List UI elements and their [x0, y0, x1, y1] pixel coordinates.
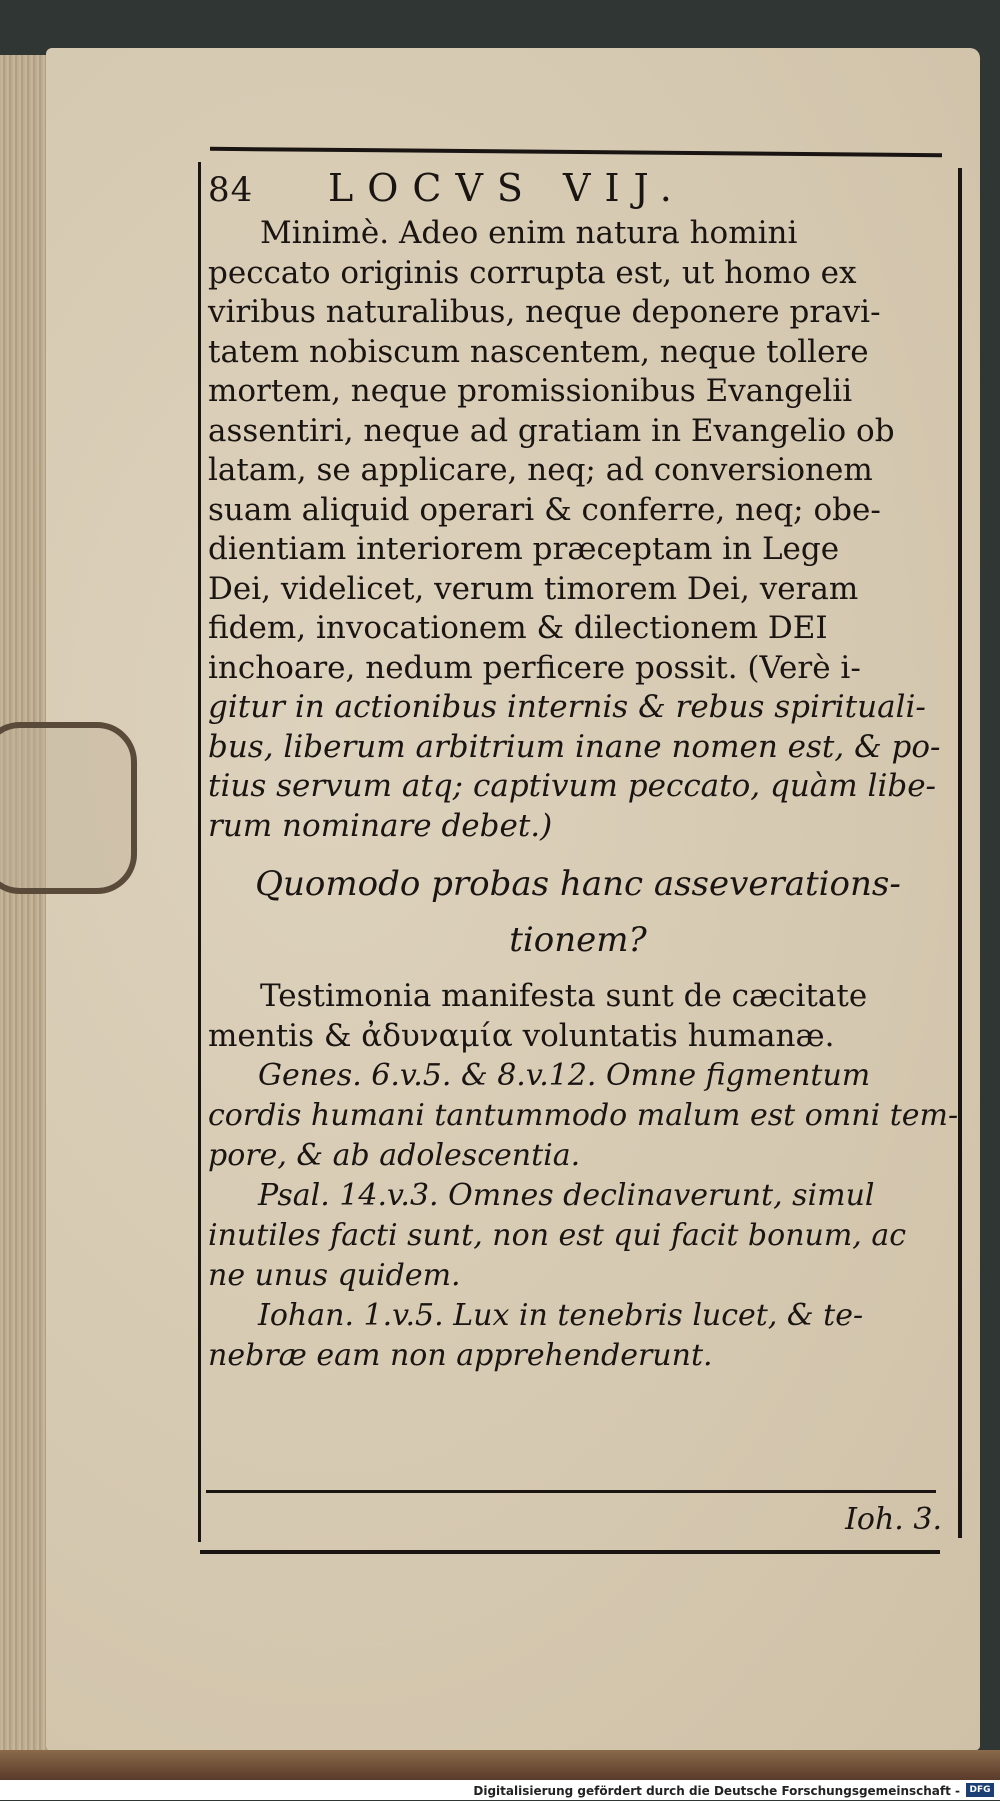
body-line: assentiri, neque ad gratiam in Evangelio ob [208, 412, 895, 449]
body-line: inchoare, nedum perficere possit. (Verè i- [208, 649, 861, 686]
body-line-italic: gitur in actionibus internis & rebus spirituali- [208, 689, 926, 725]
reference-line: cordis humani tantummodo malum est omni tem- [208, 1098, 959, 1133]
question-heading [208, 856, 948, 968]
body-line: fidem, invocationem & dilectionem DEI [208, 610, 828, 646]
body-line: suam aliquid operari & conferre, neq; obe- [208, 491, 881, 528]
body-line: viribus naturalibus, neque deponere pravi- [208, 294, 881, 330]
page-number: 84 [208, 170, 254, 210]
body-line: peccato originis corrupta est, ut homo ex [208, 254, 857, 291]
footer-credit: Digitalisierung gefördert durch die Deutsche Forschungsgemeinschaft - [473, 1784, 960, 1798]
bottom-rule [206, 1490, 936, 1493]
body-line-italic: rum nominare debet.) [208, 807, 553, 844]
body-line-italic: tius servum atq; captivum peccato, quàm libe- [208, 768, 937, 804]
reference-line: pore, & ab adolescentia. [208, 1138, 581, 1173]
dfg-logo: DFG [966, 1783, 994, 1797]
body-paragraph [208, 214, 948, 846]
body-line: tatem nobiscum nascentem, neque tollere [208, 333, 869, 370]
reference-line: ne unus quidem. [208, 1258, 461, 1293]
body-line: dientiam interiorem præceptam in Lege [208, 531, 840, 567]
reference-line: Genes. 6.v.5. & 8.v.12. Omne figmentum [258, 1058, 871, 1093]
running-head: LOCVS VIJ. [328, 166, 686, 210]
body-line: mortem, neque promissionibus Evangelii [208, 373, 853, 409]
left-rule [198, 162, 201, 1542]
footer-bar [0, 1780, 1000, 1800]
reference-line: Iohan. 1.v.5. Lux in tenebris lucet, & te- [258, 1298, 864, 1333]
reference-line: nebræ eam non apprehenderunt. [208, 1338, 713, 1373]
body-line: latam, se applicare, neq; ad conversionem [208, 452, 873, 488]
answer-paragraph [208, 976, 948, 1056]
text-frame [170, 150, 962, 1552]
reference-line: inutiles facti sunt, non est qui facit bonum, ac [208, 1218, 907, 1253]
body-line: Minimè. Adeo enim natura homini [260, 215, 798, 251]
answer-line: mentis & ἀδυναμία voluntatis humanæ. [208, 1018, 835, 1054]
book-clasp [0, 722, 137, 894]
answer-line: Testimonia manifesta sunt de cæcitate [260, 978, 868, 1014]
question-line: tionem? [509, 920, 647, 960]
catchword: Ioh. 3. [845, 1502, 942, 1537]
body-line-italic: bus, liberum arbitrium inane nomen est, & po- [208, 728, 941, 765]
bottom-rule-outer [200, 1550, 940, 1554]
scripture-references [208, 1056, 959, 1376]
right-rule [958, 168, 962, 1538]
book-bottom-edge [0, 1750, 1000, 1780]
question-line: Quomodo probas hanc asseverations- [255, 864, 901, 904]
body-line: Dei, videlicet, verum timorem Dei, veram [208, 570, 859, 607]
page-header [208, 166, 948, 214]
text-block [208, 166, 959, 1376]
reference-line: Psal. 14.v.3. Omnes declinaverunt, simul [258, 1178, 875, 1213]
